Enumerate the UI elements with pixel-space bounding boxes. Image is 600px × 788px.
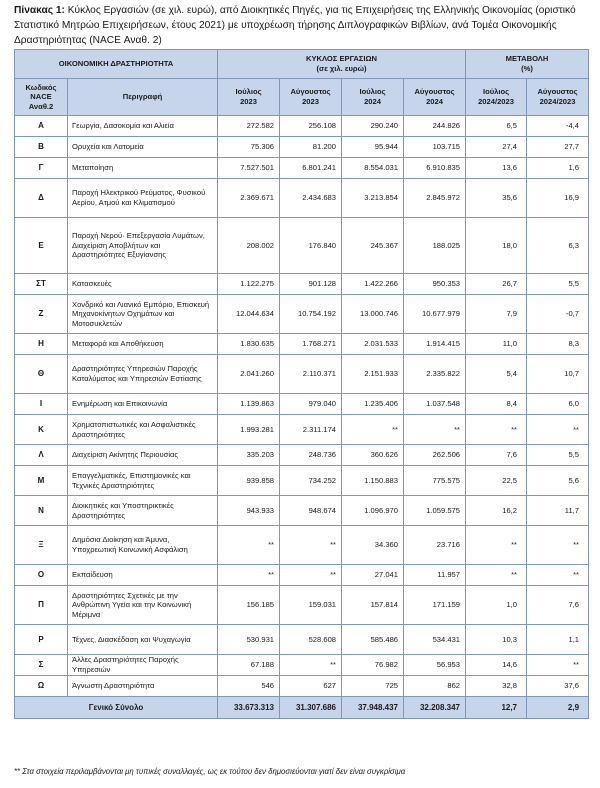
change-period-year: 2024/2023 xyxy=(539,97,576,106)
activity-description: Δραστηριότητες Υπηρεσιών Παροχής Καταλύματος και Υπηρεσιών Εστίασης xyxy=(68,355,218,394)
turnover-value: 585.486 xyxy=(342,625,404,655)
total-value: 31.307.686 xyxy=(280,697,342,719)
change-value: 22,5 xyxy=(466,466,527,496)
turnover-value: 7.527.501 xyxy=(218,158,280,179)
turnover-value: 943.933 xyxy=(218,496,280,526)
change-value: 8,4 xyxy=(466,394,527,415)
period-header xyxy=(280,79,342,116)
turnover-value: 2.151.933 xyxy=(342,355,404,394)
table-row xyxy=(15,565,589,586)
turnover-value: ** xyxy=(280,565,342,586)
turnover-value: 1.122.275 xyxy=(218,274,280,295)
turnover-value: 1.150.883 xyxy=(342,466,404,496)
change-value: 11,0 xyxy=(466,334,527,355)
turnover-value: 11.957 xyxy=(404,565,466,586)
period-month: Ιούλιος xyxy=(359,87,386,97)
turnover-value: 939.858 xyxy=(218,466,280,496)
turnover-value: 176.840 xyxy=(280,218,342,274)
turnover-value: 262.506 xyxy=(404,445,466,466)
turnover-value: 734.252 xyxy=(280,466,342,496)
table-caption xyxy=(14,3,588,48)
nace-code: Ξ xyxy=(15,526,68,565)
change-value: ** xyxy=(527,415,589,445)
activity-description: Κατασκευές xyxy=(68,274,218,295)
nace-code: Ζ xyxy=(15,295,68,334)
activity-description: Χρηματοπιστωτικές και Ασφαλιστικές Δραστηριότητες xyxy=(68,415,218,445)
turnover-value: 2.845.972 xyxy=(404,179,466,218)
turnover-value: 256.108 xyxy=(280,116,342,137)
table-row xyxy=(15,625,589,655)
turnover-value: 156.185 xyxy=(218,586,280,625)
change-value: 8,3 xyxy=(527,334,589,355)
change-value: ** xyxy=(527,565,589,586)
total-row xyxy=(15,697,589,719)
turnover-value: 290.240 xyxy=(342,116,404,137)
nace-code: Δ xyxy=(15,179,68,218)
table-row xyxy=(15,274,589,295)
turnover-value: 81.200 xyxy=(280,137,342,158)
turnover-value: 272.582 xyxy=(218,116,280,137)
period-year: 2024 xyxy=(426,97,443,106)
period-header xyxy=(342,79,404,116)
turnover-value: 244.826 xyxy=(404,116,466,137)
change-unit: (%) xyxy=(521,64,533,73)
turnover-value: 1.993.281 xyxy=(218,415,280,445)
nace-code: Η xyxy=(15,334,68,355)
change-value: ** xyxy=(466,526,527,565)
change-value: 1,0 xyxy=(466,586,527,625)
turnover-value: ** xyxy=(404,415,466,445)
activity-description: Επαγγελματικές, Επιστημονικές και Τεχνικές Δραστηριότητες xyxy=(68,466,218,496)
turnover-value: ** xyxy=(280,655,342,676)
nace-code: Γ xyxy=(15,158,68,179)
turnover-value: 245.367 xyxy=(342,218,404,274)
change-value: 27,7 xyxy=(527,137,589,158)
turnover-value: 627 xyxy=(280,676,342,697)
period-year: 2024 xyxy=(364,97,381,106)
change-value: 1,6 xyxy=(527,158,589,179)
turnover-value: 1.422.266 xyxy=(342,274,404,295)
turnover-value: 2.369.671 xyxy=(218,179,280,218)
turnover-value: 188.025 xyxy=(404,218,466,274)
change-value: 7,6 xyxy=(527,586,589,625)
activity-description: Μεταποίηση xyxy=(68,158,218,179)
activity-description: Άλλες Δραστηριότητες Παροχής Υπηρεσιών xyxy=(68,655,218,676)
turnover-value: 979.040 xyxy=(280,394,342,415)
activity-description: Ορυχεία και Λατομεία xyxy=(68,137,218,158)
table-row xyxy=(15,526,589,565)
activity-description: Εκπαίδευση xyxy=(68,565,218,586)
turnover-value: 1.059.575 xyxy=(404,496,466,526)
turnover-value: 10.677.979 xyxy=(404,295,466,334)
change-value: 18,0 xyxy=(466,218,527,274)
turnover-value: 12.044.634 xyxy=(218,295,280,334)
table-row xyxy=(15,295,589,334)
turnover-value: 1.768.271 xyxy=(280,334,342,355)
code-header-line3: Αναθ.2 xyxy=(28,101,54,111)
change-value: -4,4 xyxy=(527,116,589,137)
table-body xyxy=(15,116,589,697)
period-header xyxy=(404,79,466,116)
change-value: ** xyxy=(466,415,527,445)
turnover-value: 950.353 xyxy=(404,274,466,295)
turnover-value: 2.434.683 xyxy=(280,179,342,218)
change-period-month: Αύγουστος xyxy=(537,87,578,97)
nace-code: Α xyxy=(15,116,68,137)
change-value: 16,9 xyxy=(527,179,589,218)
total-value: 32.208.347 xyxy=(404,697,466,719)
turnover-value: 3.213.854 xyxy=(342,179,404,218)
activity-description: Διαχείριση Ακίνητης Περιουσίας xyxy=(68,445,218,466)
turnover-value: 13.000.746 xyxy=(342,295,404,334)
activity-description: Παροχή Νερού· Επεξεργασία Λυμάτων, Διαχείριση Αποβλήτων και Δραστηριότητες Εξυγίανσης xyxy=(68,218,218,274)
change-value: 6,5 xyxy=(466,116,527,137)
code-header-line2: NACE xyxy=(30,92,52,102)
code-header xyxy=(15,79,68,116)
total-change: 12,7 xyxy=(466,697,527,719)
period-month: Αύγουστος xyxy=(414,87,455,97)
turnover-value: 95.944 xyxy=(342,137,404,158)
caption-label: Πίνακας 1: xyxy=(14,5,65,16)
code-header-line1: Κωδικός xyxy=(25,82,57,92)
period-month: Ιούλιος xyxy=(235,87,262,97)
change-value: 1,1 xyxy=(527,625,589,655)
nace-code: Μ xyxy=(15,466,68,496)
turnover-value: 2.311.174 xyxy=(280,415,342,445)
table-row xyxy=(15,415,589,445)
turnover-unit: (σε χιλ. ευρώ) xyxy=(316,64,367,73)
change-value: 6,3 xyxy=(527,218,589,274)
turnover-header xyxy=(218,50,466,79)
turnover-value: 534.431 xyxy=(404,625,466,655)
nace-code: Ν xyxy=(15,496,68,526)
turnover-value: 1.096.970 xyxy=(342,496,404,526)
change-period-year: 2024/2023 xyxy=(478,97,514,106)
activity-description: Γεωργία, Δασοκομία και Αλιεία xyxy=(68,116,218,137)
turnover-value: 2.031.533 xyxy=(342,334,404,355)
activity-description: Δημόσια Διοίκηση και Άμυνα, Υποχρεωτική Κοινωνική Ασφάλιση xyxy=(68,526,218,565)
period-year: 2023 xyxy=(302,97,319,106)
activity-description: Διοικητικές και Υποστηρικτικές Δραστηριότητες xyxy=(68,496,218,526)
table-row xyxy=(15,158,589,179)
activity-description: Δραστηριότητες Σχετικές με την Ανθρώπινη Υγεία και την Κοινωνική Μέριμνα xyxy=(68,586,218,625)
change-value: 7,9 xyxy=(466,295,527,334)
change-value: 5,5 xyxy=(527,274,589,295)
table-row xyxy=(15,466,589,496)
turnover-value: 23.716 xyxy=(404,526,466,565)
turnover-value: 546 xyxy=(218,676,280,697)
change-value: 11,7 xyxy=(527,496,589,526)
change-value: 26,7 xyxy=(466,274,527,295)
nace-code: Β xyxy=(15,137,68,158)
table-row xyxy=(15,137,589,158)
turnover-value: 360.626 xyxy=(342,445,404,466)
turnover-value: 8.554.031 xyxy=(342,158,404,179)
turnover-value: 775.575 xyxy=(404,466,466,496)
turnover-value: 1.830.635 xyxy=(218,334,280,355)
turnover-value: 67.188 xyxy=(218,655,280,676)
nace-code: Ω xyxy=(15,676,68,697)
nace-code: Ρ xyxy=(15,625,68,655)
turnover-value: 1.914.415 xyxy=(404,334,466,355)
turnover-value: 6.801.241 xyxy=(280,158,342,179)
turnover-value: 2.335.822 xyxy=(404,355,466,394)
change-value: ** xyxy=(527,526,589,565)
activity-description: Παροχή Ηλεκτρικού Ρεύματος, Φυσικού Αερίου, Ατμού και Κλιματισμού xyxy=(68,179,218,218)
table-row xyxy=(15,116,589,137)
change-value: 27,4 xyxy=(466,137,527,158)
turnover-value: 103.715 xyxy=(404,137,466,158)
turnover-value: 2.041.260 xyxy=(218,355,280,394)
turnover-value: 76.982 xyxy=(342,655,404,676)
turnover-table xyxy=(14,49,589,719)
change-value: -0,7 xyxy=(527,295,589,334)
turnover-value: 157.814 xyxy=(342,586,404,625)
change-header xyxy=(466,50,589,79)
activity-header: ΟΙΚΟΝΟΜΙΚΗ ΔΡΑΣΤΗΡΙΟΤΗΤΑ xyxy=(15,50,218,79)
nace-code: Θ xyxy=(15,355,68,394)
change-period-header xyxy=(466,79,527,116)
change-value: 13,6 xyxy=(466,158,527,179)
activity-description: Άγνωστη Δραστηριότητα xyxy=(68,676,218,697)
table-row xyxy=(15,179,589,218)
turnover-value: 862 xyxy=(404,676,466,697)
period-month: Αύγουστος xyxy=(290,87,331,97)
turnover-value: 27.041 xyxy=(342,565,404,586)
turnover-value: ** xyxy=(218,565,280,586)
change-value: ** xyxy=(466,565,527,586)
turnover-value: 528.608 xyxy=(280,625,342,655)
turnover-value: 248.736 xyxy=(280,445,342,466)
turnover-value: 725 xyxy=(342,676,404,697)
turnover-value: 1.235.406 xyxy=(342,394,404,415)
table-row xyxy=(15,496,589,526)
change-value: 10,3 xyxy=(466,625,527,655)
change-value: 7,6 xyxy=(466,445,527,466)
change-value: 5,5 xyxy=(527,445,589,466)
turnover-value: 2.110.371 xyxy=(280,355,342,394)
change-period-header xyxy=(527,79,589,116)
change-period-month: Ιούλιος xyxy=(482,87,510,97)
turnover-value: ** xyxy=(342,415,404,445)
activity-description: Μεταφορά και Αποθήκευση xyxy=(68,334,218,355)
nace-code: Σ xyxy=(15,655,68,676)
change-title: ΜΕΤΑΒΟΛΗ xyxy=(505,54,549,64)
total-label: Γενικό Σύνολο xyxy=(15,697,218,719)
nace-code: Π xyxy=(15,586,68,625)
total-value: 37.948.437 xyxy=(342,697,404,719)
turnover-value: 34.360 xyxy=(342,526,404,565)
change-value: 37,6 xyxy=(527,676,589,697)
change-value: 16,2 xyxy=(466,496,527,526)
table-row xyxy=(15,676,589,697)
change-value: 5,6 xyxy=(527,466,589,496)
turnover-value: 171.159 xyxy=(404,586,466,625)
change-value: 35,6 xyxy=(466,179,527,218)
turnover-value: 6.910.835 xyxy=(404,158,466,179)
activity-description: Χονδρικό και Λιανικό Εμπόριο, Επισκευή Μηχανοκίνητων Οχημάτων και Μοτοσυκλετών xyxy=(68,295,218,334)
turnover-value: 75.306 xyxy=(218,137,280,158)
caption-text: Κύκλος Εργασιών (σε χιλ. ευρώ), από Διοικητικές Πηγές, για τις Επιχειρήσεις της Ελληνικής Οικονομίας (οριστικό Στατιστικό Μητρώο Επιχειρήσεων, έτους 2021) με υποχρέωση τήρησης Διπλογραφικών Βιβλίων, ανά Τομέα Οικονομικής Δραστηριότητας (NACE Αναθ. 2) xyxy=(14,5,576,46)
total-value: 33.673.313 xyxy=(218,697,280,719)
table-row xyxy=(15,586,589,625)
turnover-value: 901.128 xyxy=(280,274,342,295)
nace-code: Κ xyxy=(15,415,68,445)
change-value: 10,7 xyxy=(527,355,589,394)
period-year: 2023 xyxy=(240,97,257,106)
turnover-value: ** xyxy=(218,526,280,565)
description-header: Περιγραφή xyxy=(68,79,218,116)
table-row xyxy=(15,445,589,466)
change-value: 32,8 xyxy=(466,676,527,697)
turnover-value: 159.031 xyxy=(280,586,342,625)
total-change: 2,9 xyxy=(527,697,589,719)
turnover-value: 10.754.192 xyxy=(280,295,342,334)
table-row xyxy=(15,218,589,274)
change-value: ** xyxy=(527,655,589,676)
period-header xyxy=(218,79,280,116)
change-value: 14,6 xyxy=(466,655,527,676)
change-value: 5,4 xyxy=(466,355,527,394)
turnover-title: ΚΥΚΛΟΣ ΕΡΓΑΣΙΩΝ xyxy=(305,54,378,64)
turnover-value: 948.674 xyxy=(280,496,342,526)
activity-description: Τέχνες, Διασκέδαση και Ψυχαγωγία xyxy=(68,625,218,655)
nace-code: Λ xyxy=(15,445,68,466)
table-row xyxy=(15,655,589,676)
nace-code: Ε xyxy=(15,218,68,274)
turnover-value: 1.139.863 xyxy=(218,394,280,415)
change-value: 6,0 xyxy=(527,394,589,415)
footnote: ** Στα στοιχεία περιλαμβάνονται μη τυπικές συναλλαγές, ως εκ τούτου δεν δημοσιεύονται γιατί δεν είναι συγκρίσιμα xyxy=(14,767,406,776)
turnover-value: ** xyxy=(280,526,342,565)
turnover-value: 208.002 xyxy=(218,218,280,274)
turnover-value: 335.203 xyxy=(218,445,280,466)
nace-code: Ο xyxy=(15,565,68,586)
table-row xyxy=(15,355,589,394)
table-row xyxy=(15,394,589,415)
turnover-value: 56.953 xyxy=(404,655,466,676)
activity-description: Ενημέρωση και Επικοινωνία xyxy=(68,394,218,415)
turnover-value: 1.037.548 xyxy=(404,394,466,415)
nace-code: Ι xyxy=(15,394,68,415)
table-row xyxy=(15,334,589,355)
turnover-value: 530.931 xyxy=(218,625,280,655)
nace-code: ΣΤ xyxy=(15,274,68,295)
